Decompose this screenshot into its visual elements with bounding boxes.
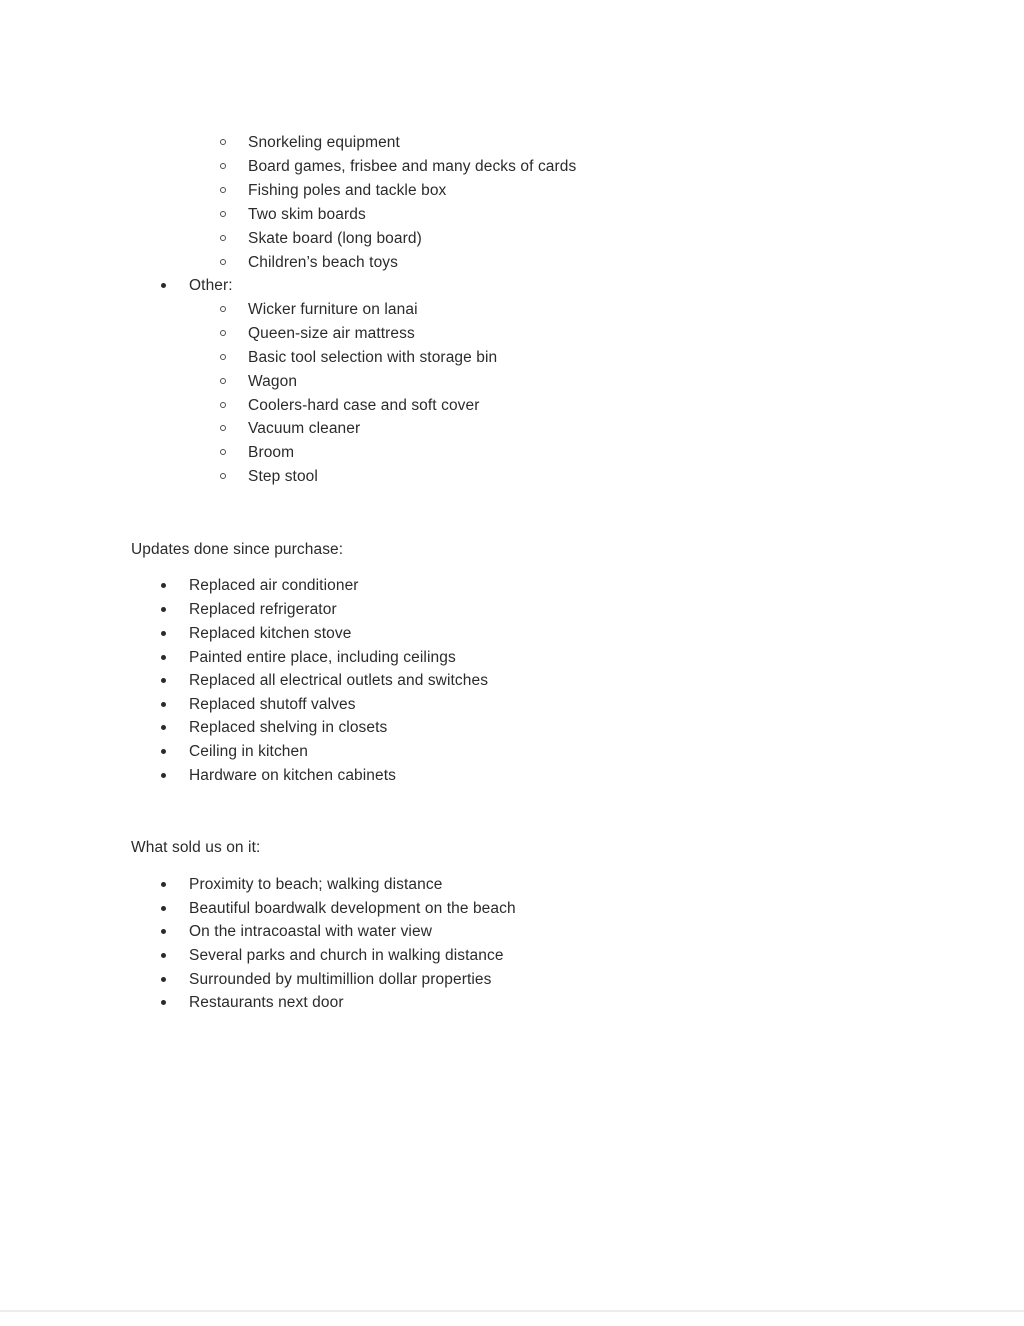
circle-bullet-icon [220, 378, 226, 384]
list-item: Wagon [248, 373, 298, 390]
bullet-icon [161, 702, 166, 707]
circle-bullet-icon [220, 259, 226, 265]
bullet-icon [161, 906, 166, 911]
list-item: Surrounded by multimillion dollar properties [189, 971, 492, 988]
bullet-icon [161, 678, 166, 683]
list-item: Coolers-hard case and soft cover [248, 397, 480, 414]
circle-bullet-icon [220, 330, 226, 336]
circle-bullet-icon [220, 306, 226, 312]
bullet-icon [161, 1000, 166, 1005]
bullet-icon [161, 929, 166, 934]
circle-bullet-icon [220, 187, 226, 193]
list-item: Replaced kitchen stove [189, 625, 352, 642]
bullet-icon [161, 607, 166, 612]
list-item: Restaurants next door [189, 994, 344, 1011]
list-item: Ceiling in kitchen [189, 743, 308, 760]
list-item: Snorkeling equipment [248, 134, 400, 151]
list-item: Children’s beach toys [248, 254, 399, 271]
circle-bullet-icon [220, 425, 226, 431]
list-item: Wicker furniture on lanai [248, 301, 418, 318]
list-item: Proximity to beach; walking distance [189, 876, 443, 893]
list-item: Basic tool selection with storage bin [248, 349, 498, 366]
updates-heading: Updates done since purchase: [131, 541, 344, 558]
list-item: Broom [248, 444, 295, 461]
bullet-icon [161, 882, 166, 887]
list-item: Replaced shelving in closets [189, 719, 388, 736]
list-item: Step stool [248, 468, 318, 485]
bullet-icon [161, 977, 166, 982]
list-item: Two skim boards [248, 206, 366, 223]
bullet-icon [161, 583, 166, 588]
list-item: Queen-size air mattress [248, 325, 415, 342]
bullet-icon [161, 773, 166, 778]
list-item: Replaced refrigerator [189, 601, 337, 618]
list-item: Hardware on kitchen cabinets [189, 767, 396, 784]
circle-bullet-icon [220, 163, 226, 169]
circle-bullet-icon [220, 139, 226, 145]
circle-bullet-icon [220, 402, 226, 408]
circle-bullet-icon [220, 449, 226, 455]
circle-bullet-icon [220, 235, 226, 241]
circle-bullet-icon [220, 473, 226, 479]
list-item: Replaced shutoff valves [189, 696, 356, 713]
bullet-icon [161, 953, 166, 958]
list-item: Vacuum cleaner [248, 420, 361, 437]
list-item: Painted entire place, including ceilings [189, 649, 456, 666]
page-bottom-edge [0, 1310, 1024, 1312]
list-item: Board games, frisbee and many decks of cards [248, 158, 577, 175]
bullet-icon [161, 283, 166, 288]
list-item: Replaced all electrical outlets and switches [189, 672, 489, 689]
list-item: Several parks and church in walking distance [189, 947, 504, 964]
list-item: Skate board (long board) [248, 230, 422, 247]
list-item: On the intracoastal with water view [189, 923, 432, 940]
list-item: Fishing poles and tackle box [248, 182, 447, 199]
list-item: Replaced air conditioner [189, 577, 359, 594]
circle-bullet-icon [220, 354, 226, 360]
bullet-icon [161, 631, 166, 636]
other-label: Other: [189, 277, 233, 294]
selling-points-heading: What sold us on it: [131, 839, 261, 856]
list-item: Beautiful boardwalk development on the beach [189, 900, 516, 917]
circle-bullet-icon [220, 211, 226, 217]
bullet-icon [161, 725, 166, 730]
bullet-icon [161, 749, 166, 754]
bullet-icon [161, 655, 166, 660]
